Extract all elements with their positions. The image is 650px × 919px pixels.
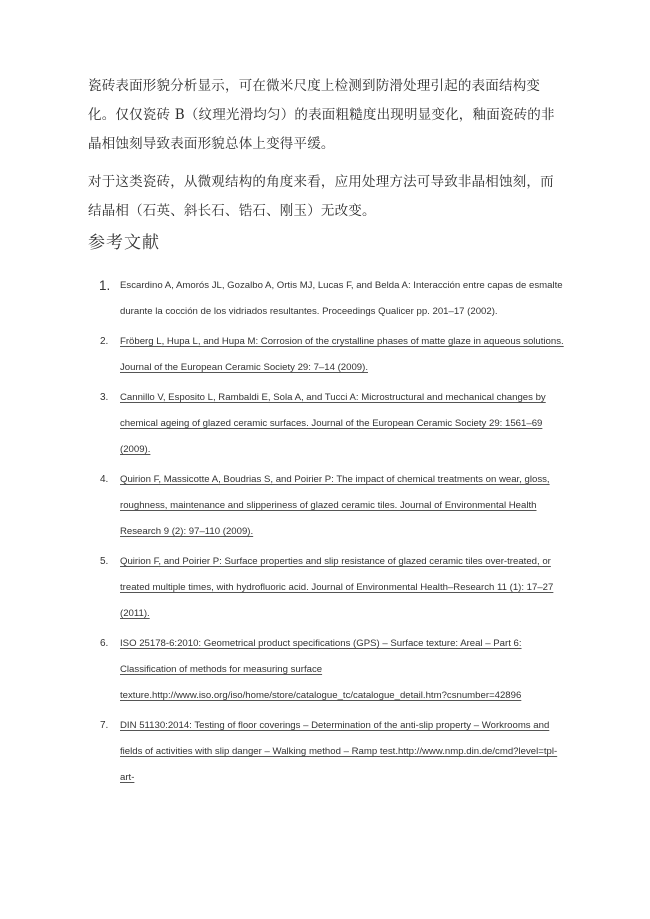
- reference-item-3[interactable]: [0, 385, 650, 463]
- reference-item-2[interactable]: [0, 329, 650, 381]
- references-heading: 参考文献: [88, 233, 160, 253]
- reference-list: [0, 273, 650, 795]
- reference-number: 3.: [100, 392, 109, 403]
- reference-item-7[interactable]: [0, 713, 650, 791]
- reference-number: 1.: [99, 278, 111, 293]
- reference-number: 6.: [100, 638, 109, 649]
- body-paragraph-1: 瓷砖表面形貌分析显示，可在微米尺度上检测到防滑处理引起的表面结构变化。仅仅瓷砖 B（纹理光滑均匀）的表面粗糙度出现明显变化，釉面瓷砖的非晶相蚀刻导致表面形貌总体上变得平缓。: [88, 78, 555, 152]
- reference-text: Escardino A, Amorós JL, Gozalbo A, Ortis MJ, Lucas F, and Belda A: Interacción entre capas de esmalte durante la cocción de los vidriados resultantes. Proceedings Qualicer pp. 201–17 (2002).: [120, 280, 563, 317]
- reference-link[interactable]: Quirion F, and Poirier P: Surface properties and slip resistance of glazed ceramic tiles over-treated, or treated multiple times, with hydrofluoric acid. Journal of Environmental Health–Research 11 (1): 17–27 (2011).: [120, 556, 554, 619]
- reference-item-4[interactable]: [0, 467, 650, 545]
- reference-link[interactable]: Quirion F, Massicotte A, Boudrias S, and Poirier P: The impact of chemical treatments on wear, gloss, roughness, maintenance and slipperiness of glazed ceramic tiles. Journal of Environmental Health Research 9 (2): 97–110 (2009).: [120, 474, 550, 537]
- reference-link[interactable]: DIN 51130:2014: Testing of floor coverings – Determination of the anti-slip property – Workrooms and fields of activities with slip danger – Walking method – Ramp test.http://www.nmp.din.de/cmd?level=tpl-art-: [120, 720, 558, 783]
- reference-item-5[interactable]: [0, 549, 650, 627]
- body-paragraph-2: 对于这类瓷砖，从微观结构的角度来看，应用处理方法可导致非晶相蚀刻，而结晶相（石英、斜长石、锆石、刚玉）无改变。: [88, 174, 554, 219]
- reference-number: 7.: [100, 720, 109, 731]
- reference-number: 4.: [100, 474, 109, 485]
- reference-number: 2.: [100, 336, 109, 347]
- reference-link[interactable]: ISO 25178-6:2010: Geometrical product specifications (GPS) – Surface texture: Areal – Part 6: Classification of methods for measuring surface texture.http://www.iso.org/iso/home/store/catalogue_tc/catalogue_detail.htm?csnumber=42896: [120, 638, 522, 701]
- reference-link[interactable]: Cannillo V, Esposito L, Rambaldi E, Sola A, and Tucci A: Microstructural and mechanical changes by chemical ageing of glazed ceramic surfaces. Journal of the European Ceramic Society 29: 1561–69 (2009).: [120, 392, 546, 455]
- reference-item-6[interactable]: [0, 631, 650, 709]
- reference-link[interactable]: Fröberg L, Hupa L, and Hupa M: Corrosion of the crystalline phases of matte glaze in aqueous solutions. Journal of the European Ceramic Society 29: 7–14 (2009).: [120, 336, 564, 373]
- reference-number: 5.: [100, 556, 109, 567]
- reference-item-1: [0, 273, 650, 325]
